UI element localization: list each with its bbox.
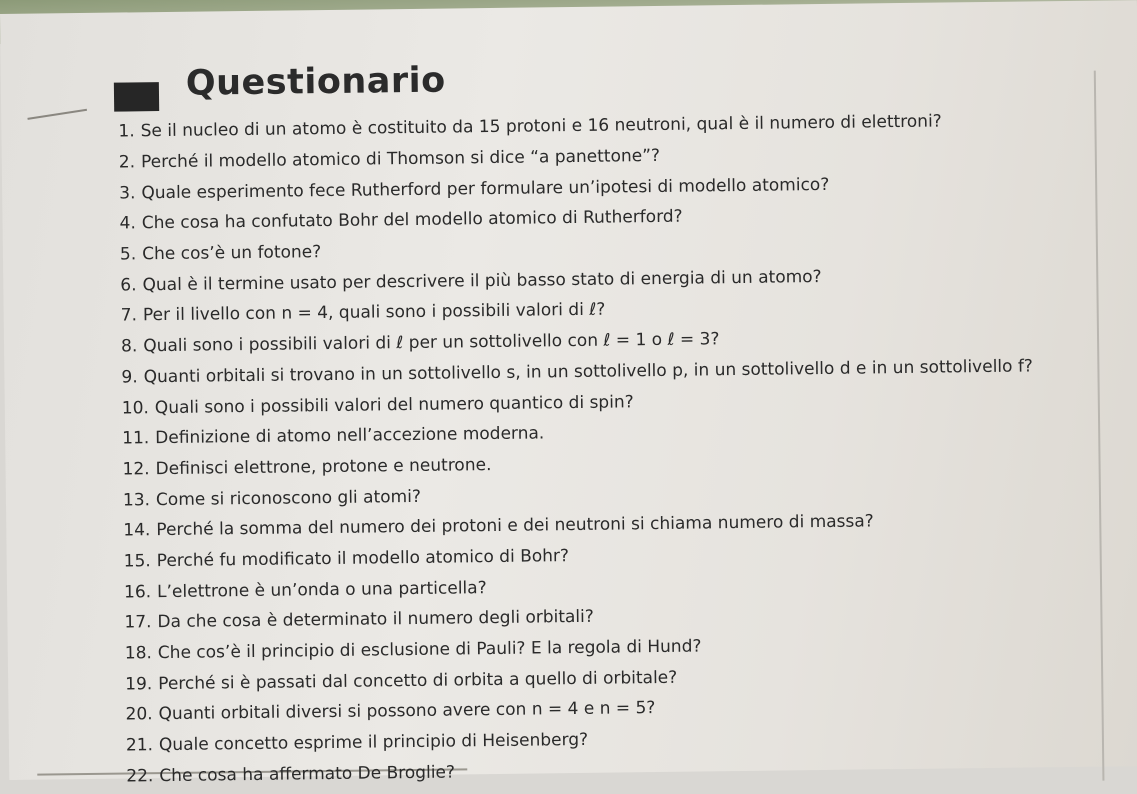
question-text: Quanti orbitali diversi si possono avere con n = 4 e n = 5? bbox=[158, 698, 656, 725]
question-text: Perché si è passati dal concetto di orbita a quello di orbitale? bbox=[158, 667, 678, 694]
question-text: Che cos’è un fotone? bbox=[142, 242, 322, 265]
question-text: Perché la somma del numero dei protoni e dei neutroni si chiama numero di massa? bbox=[156, 511, 874, 541]
question-number: 11. bbox=[122, 428, 150, 449]
question-number: 9. bbox=[121, 367, 138, 388]
question-text: Che cosa ha affermato De Broglie? bbox=[159, 762, 456, 786]
question-number: 16. bbox=[123, 581, 152, 603]
question-text: Che cos’è il principio di esclusione di Pauli? E la regola di Hund? bbox=[157, 636, 702, 664]
heading-bullet-block bbox=[114, 82, 159, 112]
question-number: 2. bbox=[118, 152, 136, 173]
question-number: 19. bbox=[125, 673, 153, 695]
question-text: Quale esperimento fece Rutherford per formulare un’ipotesi di modello atomico? bbox=[141, 174, 830, 204]
question-number: 7. bbox=[120, 305, 138, 327]
question-number: 12. bbox=[122, 459, 150, 480]
question-number: 3. bbox=[119, 183, 136, 204]
question-number: 10. bbox=[121, 397, 149, 419]
question-text: L’elettrone è un’onda o una particella? bbox=[156, 577, 487, 602]
question-number: 18. bbox=[124, 643, 152, 664]
question-number: 15. bbox=[123, 551, 151, 572]
question-number: 17. bbox=[124, 612, 152, 633]
question-text: Definizione di atomo nell’accezione moderna. bbox=[155, 423, 545, 449]
question-number: 14. bbox=[123, 520, 151, 541]
question-text: Qual è il termine usato per descrivere il più basso stato di energia di un atomo? bbox=[142, 266, 822, 296]
question-text: Quali sono i possibili valori di ℓ per un sottolivello con ℓ = 1 o ℓ = 3? bbox=[143, 329, 720, 357]
question-number: 5. bbox=[119, 244, 137, 265]
question-number: 4. bbox=[119, 213, 136, 234]
question-text: Per il livello con n = 4, quali sono i possibili valori di ℓ? bbox=[142, 300, 606, 326]
question-text: Perché il modello atomico di Thomson si dice “a panettone”? bbox=[140, 145, 661, 173]
question-list bbox=[118, 105, 1101, 792]
question-text: Che cosa ha confutato Bohr del modello atomico di Rutherford? bbox=[141, 207, 683, 234]
question-number: 8. bbox=[120, 336, 138, 357]
pencil-mark bbox=[27, 109, 87, 120]
question-number: 6. bbox=[120, 275, 137, 296]
question-text: Quale concetto esprime il principio di Heisenberg? bbox=[158, 729, 589, 756]
question-number: 1. bbox=[118, 121, 135, 142]
question-text: Quali sono i possibili valori del numero quantico di spin? bbox=[154, 391, 634, 418]
question-text: Se il nucleo di un atomo è costituito da 15 protoni e 16 neutroni, qual è il numero di elettroni? bbox=[140, 111, 942, 142]
question-text: Perché fu modificato il modello atomico di Bohr? bbox=[156, 546, 570, 572]
question-number: 13. bbox=[122, 489, 151, 511]
question-number: 21. bbox=[125, 735, 154, 756]
page-title: Questionario bbox=[185, 60, 446, 104]
question-text: Come si riconoscono gli atomi? bbox=[155, 486, 422, 510]
question-text: Quanti orbitali si trovano in un sottolivello s, in un sottolivello p, in un sottolivello d e in un sottolivello f? bbox=[143, 356, 1034, 388]
question-number: 20. bbox=[125, 704, 153, 725]
question-text: Da che cosa è determinato il numero degli orbitali? bbox=[157, 607, 594, 633]
question-number: 22. bbox=[126, 765, 154, 787]
question-text: Definisci elettrone, protone e neutrone. bbox=[155, 454, 492, 480]
